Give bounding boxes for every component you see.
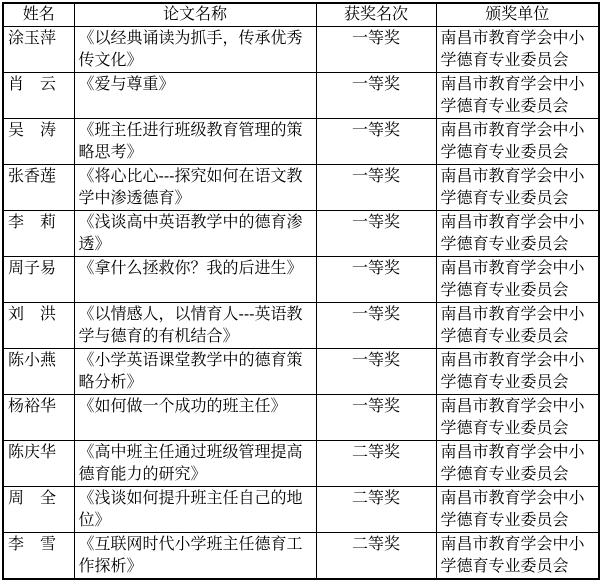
award-results-table (2, 2, 600, 580)
cell-title: 《以经典诵读为抓手，传承优秀传文化》 (74, 27, 316, 73)
cell-title: 《爱与尊重》 (74, 73, 316, 119)
cell-name: 周子易 (3, 257, 74, 303)
cell-name: 吴 涛 (3, 119, 74, 165)
cell-award: 一等奖 (316, 27, 436, 73)
cell-name: 周 全 (3, 487, 74, 533)
header-award: 获奖名次 (316, 3, 436, 27)
cell-title: 《将心比心---探究如何在语文教学中渗透德育》 (74, 165, 316, 211)
cell-org: 南昌市教育学会中小学德育专业委员会 (436, 441, 599, 487)
cell-name: 肖 云 (3, 73, 74, 119)
table-row (3, 257, 599, 303)
cell-award: 二等奖 (316, 487, 436, 533)
table-row (3, 533, 599, 580)
cell-name: 陈小燕 (3, 349, 74, 395)
header-title: 论文名称 (74, 3, 316, 27)
cell-title: 《班主任进行班级教育管理的策略思考》 (74, 119, 316, 165)
cell-org: 南昌市教育学会中小学德育专业委员会 (436, 27, 599, 73)
cell-title: 《互联网时代小学班主任德育工作探析》 (74, 533, 316, 580)
cell-org: 南昌市教育学会中小学德育专业委员会 (436, 349, 599, 395)
cell-award: 一等奖 (316, 349, 436, 395)
cell-title: 《拿什么拯救你？我的后进生》 (74, 257, 316, 303)
cell-title: 《浅谈如何提升班主任自己的地位》 (74, 487, 316, 533)
table-body (3, 27, 599, 580)
cell-name: 李 雪 (3, 533, 74, 580)
cell-name: 张香莲 (3, 165, 74, 211)
cell-award: 一等奖 (316, 73, 436, 119)
table-row (3, 349, 599, 395)
cell-org: 南昌市教育学会中小学德育专业委员会 (436, 533, 599, 580)
table-row (3, 395, 599, 441)
cell-award: 一等奖 (316, 165, 436, 211)
table-row (3, 441, 599, 487)
cell-award: 一等奖 (316, 395, 436, 441)
cell-title: 《以情感人，以情育人---英语教学与德育的有机结合》 (74, 303, 316, 349)
cell-award: 二等奖 (316, 533, 436, 580)
cell-name: 刘 洪 (3, 303, 74, 349)
cell-award: 一等奖 (316, 119, 436, 165)
cell-award: 一等奖 (316, 257, 436, 303)
cell-award: 一等奖 (316, 211, 436, 257)
cell-title: 《浅谈高中英语教学中的德育渗透》 (74, 211, 316, 257)
cell-org: 南昌市教育学会中小学德育专业委员会 (436, 257, 599, 303)
header-org: 颁奖单位 (436, 3, 599, 27)
cell-org: 南昌市教育学会中小学德育专业委员会 (436, 165, 599, 211)
cell-name: 陈庆华 (3, 441, 74, 487)
table-row (3, 27, 599, 73)
cell-org: 南昌市教育学会中小学德育专业委员会 (436, 211, 599, 257)
cell-name: 杨裕华 (3, 395, 74, 441)
cell-org: 南昌市教育学会中小学德育专业委员会 (436, 487, 599, 533)
table-row (3, 73, 599, 119)
header-name: 姓名 (3, 3, 74, 27)
cell-award: 二等奖 (316, 441, 436, 487)
table-header-row (3, 3, 599, 27)
cell-name: 涂玉萍 (3, 27, 74, 73)
cell-org: 南昌市教育学会中小学德育专业委员会 (436, 119, 599, 165)
table-row (3, 211, 599, 257)
cell-title: 《高中班主任通过班级管理提高德育能力的研究》 (74, 441, 316, 487)
cell-title: 《小学英语课堂教学中的德育策略分析》 (74, 349, 316, 395)
cell-award: 一等奖 (316, 303, 436, 349)
table-row (3, 487, 599, 533)
cell-org: 南昌市教育学会中小学德育专业委员会 (436, 395, 599, 441)
table-row (3, 165, 599, 211)
cell-name: 李 莉 (3, 211, 74, 257)
cell-title: 《如何做一个成功的班主任》 (74, 395, 316, 441)
cell-org: 南昌市教育学会中小学德育专业委员会 (436, 303, 599, 349)
table-row (3, 119, 599, 165)
table-row (3, 303, 599, 349)
cell-org: 南昌市教育学会中小学德育专业委员会 (436, 73, 599, 119)
